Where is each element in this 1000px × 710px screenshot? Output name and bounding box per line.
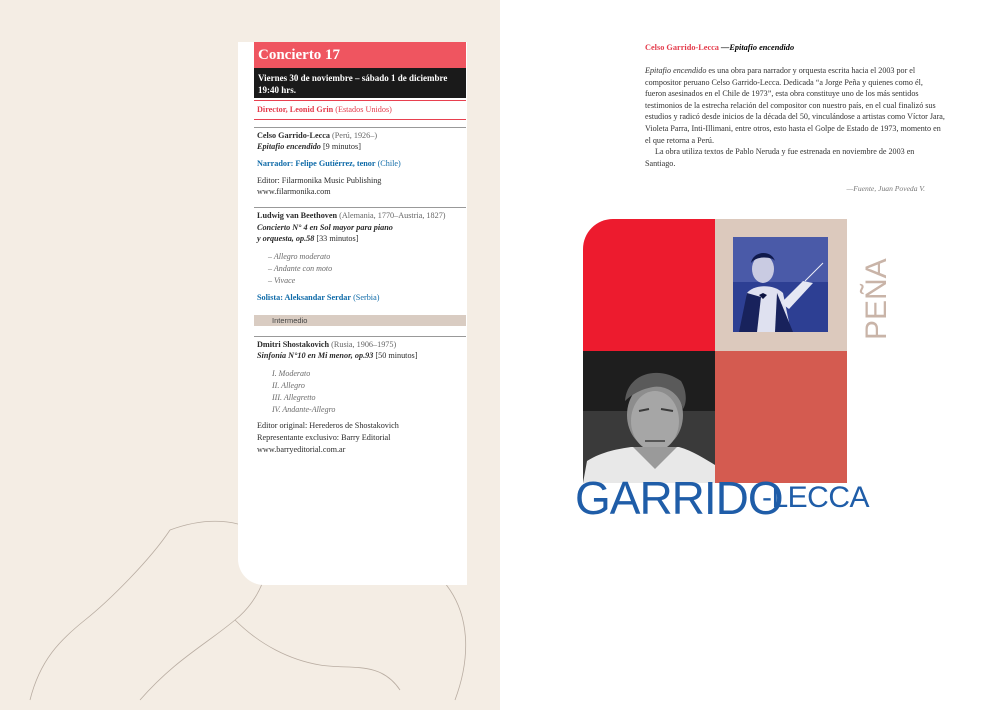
notes-text-1: es una obra para narrador y orquesta escrita hacia el 2003 por el compositor peruano Celso Garrido-Lecca. Dedicada “a Jorge Peña y quienes como él, fueron asesinados en el Chile de 1973”, esta obra constituye uno de los más sentidos testimonios de la estrecha relación del compositor con nuestro país, en el cual finalizó sus estudios y radicó desde inicios de la década del 50, vinculándose a artistas como Víctor Jara, Violeta Parra, Inti-Illimani, entre otros, esto hasta el Golpe de Estado de 1973, momento en el que retorna a Perú.: [645, 66, 945, 145]
work3-composer-line: [257, 339, 463, 351]
work2-soloist-line: [257, 292, 463, 304]
notes-heading: [645, 43, 794, 52]
work3-composer-info: (Rusia, 1906–1975): [331, 340, 397, 349]
work2-soloist: Solista: Aleksandar Serdar: [257, 293, 352, 302]
work3-url: www.barryeditorial.com.ar: [257, 445, 346, 454]
work2-title-1: Concierto N° 4 en Sol mayor para piano: [257, 223, 393, 232]
brick-color-block: [715, 351, 847, 483]
red-color-block: [583, 219, 715, 351]
work1-editor-url: www.filarmonika.com: [257, 187, 331, 196]
work2-composer-line: [257, 210, 463, 222]
work1-duration: [9 minutos]: [322, 142, 361, 151]
notes-paragraph: La obra utiliza textos de Pablo Neruda y fue estrenada en noviembre de 2003 en Santiago.: [645, 147, 915, 168]
work2-soloist-country: (Serbia): [353, 293, 380, 302]
notes-paragraph: [645, 65, 945, 146]
work1-performer-country: (Chile): [377, 159, 401, 168]
work1-performer-line: [257, 158, 463, 170]
divider: [254, 100, 466, 101]
work2-movement: – Andante con moto: [268, 264, 333, 273]
vertical-name-pena: PEÑA: [860, 258, 893, 340]
work2-title-line2: [257, 233, 463, 245]
work2-movement: – Vivace: [268, 276, 296, 285]
work2-composer: Ludwig van Beethoven: [257, 211, 338, 220]
concert-title: Concierto 17: [254, 42, 466, 68]
divider: [254, 336, 466, 337]
work1-title-line: [257, 141, 463, 153]
notes-heading-work: —Epitafio encendido: [721, 43, 795, 52]
work1-editor: Editor: Filarmonika Music Publishing: [257, 176, 382, 185]
program-card: [238, 42, 467, 585]
notes-body: [645, 65, 945, 169]
work3-representative: Representante exclusivo: Barry Editorial: [257, 433, 391, 442]
work2-composer-info: (Alemania, 1770–Austria, 1827): [339, 211, 446, 220]
divider: [254, 207, 466, 208]
work3-composer: Dmitri Shostakovich: [257, 340, 330, 349]
notes-work-title: Epitafio encendido: [645, 66, 707, 75]
notes-heading-composer: Celso Garrido-Lecca: [645, 43, 719, 52]
work2-duration: [33 minutos]: [316, 234, 359, 243]
work2-title-2: y orquesta, op.58: [257, 234, 315, 243]
director-country: (Estados Unidos): [335, 105, 392, 114]
work1-composer-line: [257, 130, 463, 142]
director-line: [257, 104, 463, 116]
work3-movement: IV. Andante-Allegro: [272, 405, 336, 414]
work3-title: Sinfonía N°10 en Mi menor, op.93: [257, 351, 374, 360]
work1-title: Epitafio encendido: [257, 142, 321, 151]
intermission-bar: Intermedio: [254, 315, 466, 326]
work1-composer-info: (Perú, 1926–): [332, 131, 378, 140]
notes-source: —Fuente, Juan Poveda V.: [846, 184, 925, 193]
work3-movement: I. Moderato: [272, 369, 311, 378]
vertical-name-graphic: [810, 232, 910, 342]
work3-movement: III. Allegretto: [272, 393, 316, 402]
composer-name-large: GARRIDO: [575, 472, 783, 524]
work2-movement: – Allegro moderato: [268, 252, 331, 261]
work3-movement: II. Allegro: [272, 381, 305, 390]
work2-title-line1: [257, 222, 463, 234]
composer-portrait: [583, 351, 715, 483]
work3-editor: Editor original: Herederos de Shostakovich: [257, 421, 399, 430]
divider: [254, 127, 466, 128]
director-name: Director, Leonid Grin: [257, 105, 334, 114]
work3-duration: [50 minutos]: [375, 351, 418, 360]
composer-portrait-image: [583, 351, 715, 483]
right-page: [500, 0, 1000, 710]
composer-name-suffix: -LECCA: [762, 481, 870, 514]
work1-composer: Celso Garrido-Lecca: [257, 131, 330, 140]
divider: [254, 119, 466, 120]
concert-date: Viernes 30 de noviembre – sábado 1 de diciembre 19:40 hrs.: [254, 68, 466, 98]
work3-title-line: [257, 350, 463, 362]
work1-performer: Narrador: Felipe Gutiérrez, tenor: [257, 159, 376, 168]
